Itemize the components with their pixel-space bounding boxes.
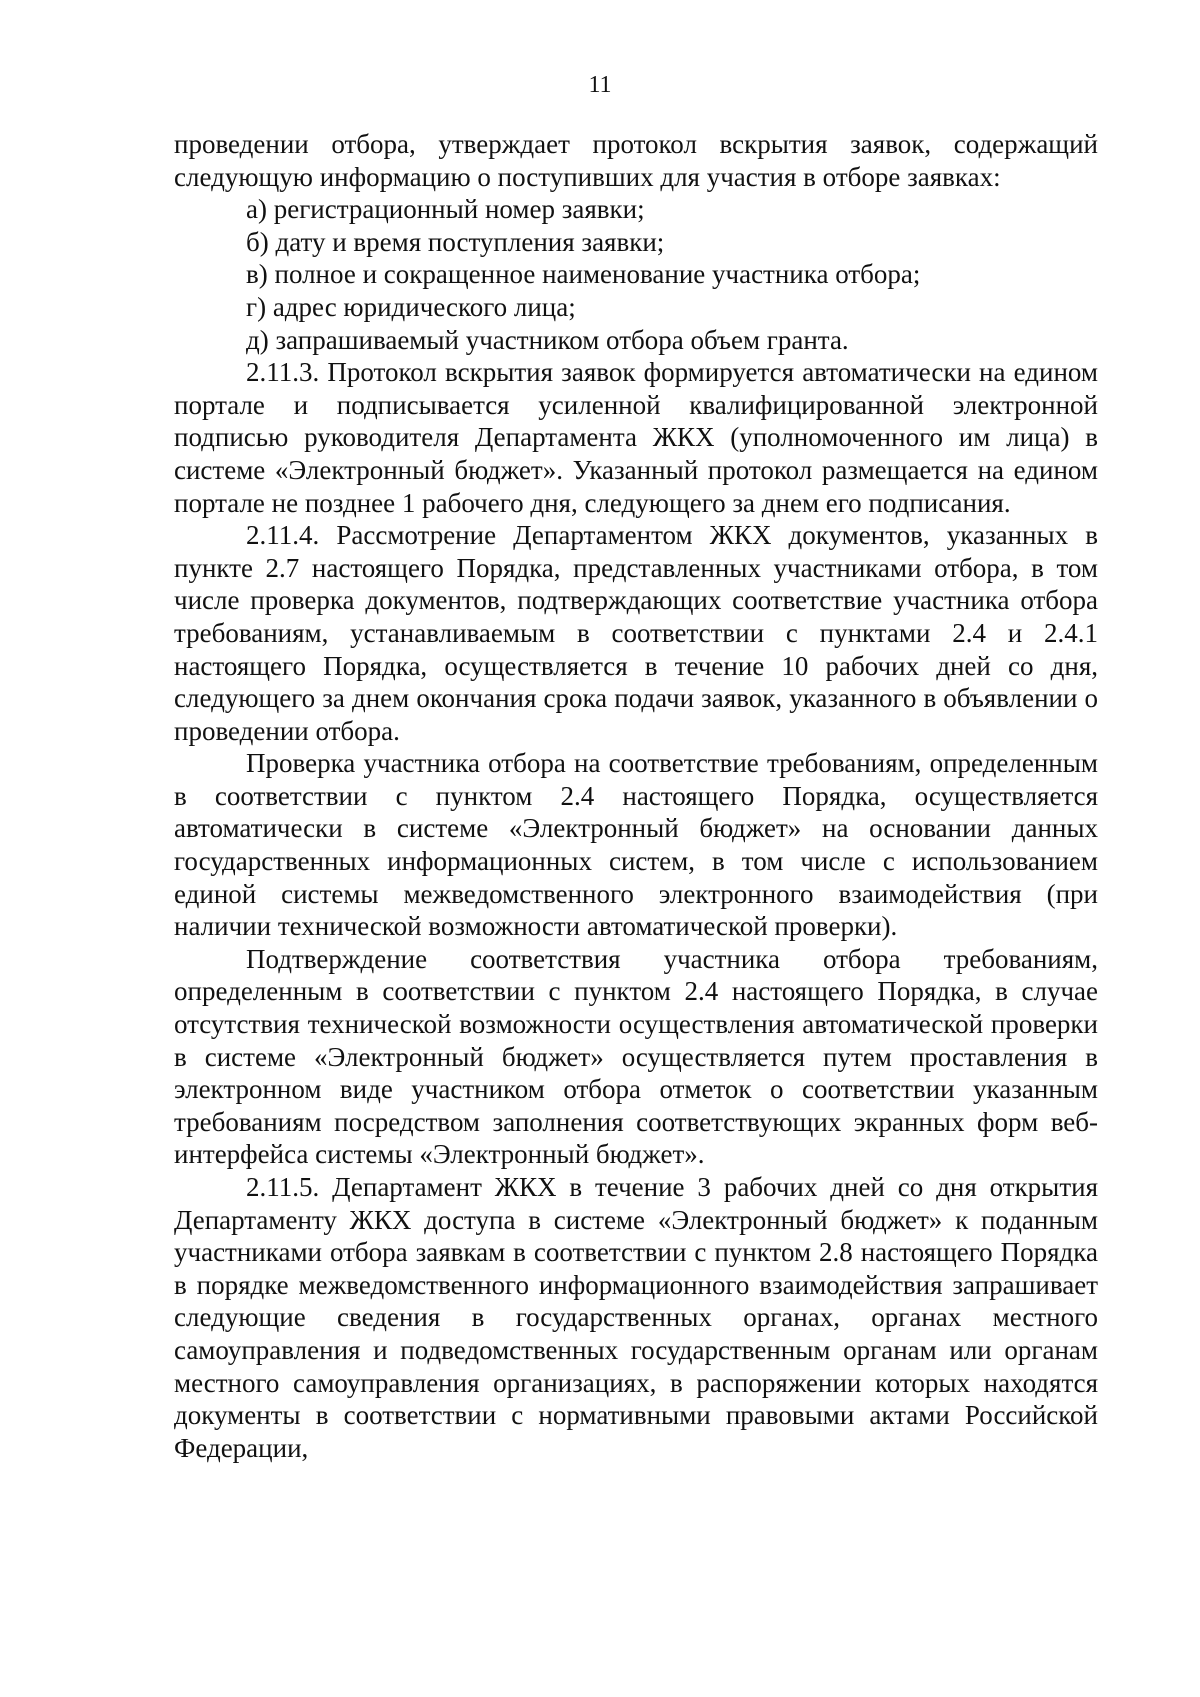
paragraph: Проверка участника отбора на соответствие требованиям, определенным в соответствии с пунктом 2.4 настоящего Порядка, осуществляется автоматически в системе «Электронный бюджет» на основании данных государственных информационных систем, в том числе с использованием единой системы межведомственного электронного взаимодействия (при наличии технической возможности автоматической проверки). (174, 748, 1098, 942)
list-item: д) запрашиваемый участником отбора объем гранта. (246, 324, 849, 355)
list-item: г) адрес юридического лица; (246, 291, 576, 322)
list-item: а) регистрационный номер заявки; (246, 194, 645, 225)
page-number: 11 (588, 72, 612, 98)
paragraph: 2.11.3. Протокол вскрытия заявок формируется автоматически на едином портале и подписывается усиленной квалифицированной электронной подписью руководителя Департамента ЖКХ (уполномоченного им лица) в системе «Электронный бюджет». Указанный протокол размещается на едином портале не позднее 1 рабочего дня, следующего за днем его подписания. (174, 357, 1098, 518)
paragraph: проведении отбора, утверждает протокол вскрытия заявок, содержащий следующую информацию о поступивших для участия в отборе заявках: (174, 129, 1098, 192)
paragraph: 2.11.5. Департамент ЖКХ в течение 3 рабочих дней со дня открытия Департаменту ЖКХ доступа в системе «Электронный бюджет» к поданным участниками отбора заявкам в соответствии с пунктом 2.8 настоящего Порядка в порядке межведомственного информационного взаимодействия запрашивает следующие сведения в государственных органах, органах местного самоуправления и подведомственных государственным органам или органам местного самоуправления организациях, в распоряжении которых находятся документы в соответствии с нормативными правовыми актами Российской Федерации, (174, 1172, 1098, 1463)
list-item: б) дату и время поступления заявки; (246, 226, 665, 257)
document-body (174, 128, 1098, 1464)
paragraph: 2.11.4. Рассмотрение Департаментом ЖКХ документов, указанных в пункте 2.7 настоящего Порядка, представленных участниками отбора, в том числе проверка документов, подтверждающих соответствие участника отбора требованиям, устанавливаемым в соответствии с пунктами 2.4 и 2.4.1 настоящего Порядка, осуществляется в течение 10 рабочих дней со дня, следующего за днем окончания срока подачи заявок, указанного в объявлении о проведении отбора. (174, 520, 1098, 746)
paragraph: Подтверждение соответствия участника отбора требованиям, определенным в соответствии с пунктом 2.4 настоящего Порядка, в случае отсутствия технической возможности осуществления автоматической проверки в системе «Электронный бюджет» осуществляется путем проставления в электронном виде участником отбора отметок о соответствии указанным требованиям посредством заполнения соответствующих экранных форм веб-интерфейса системы «Электронный бюджет». (174, 943, 1098, 1170)
list-item: в) полное и сокращенное наименование участника отбора; (246, 259, 921, 290)
